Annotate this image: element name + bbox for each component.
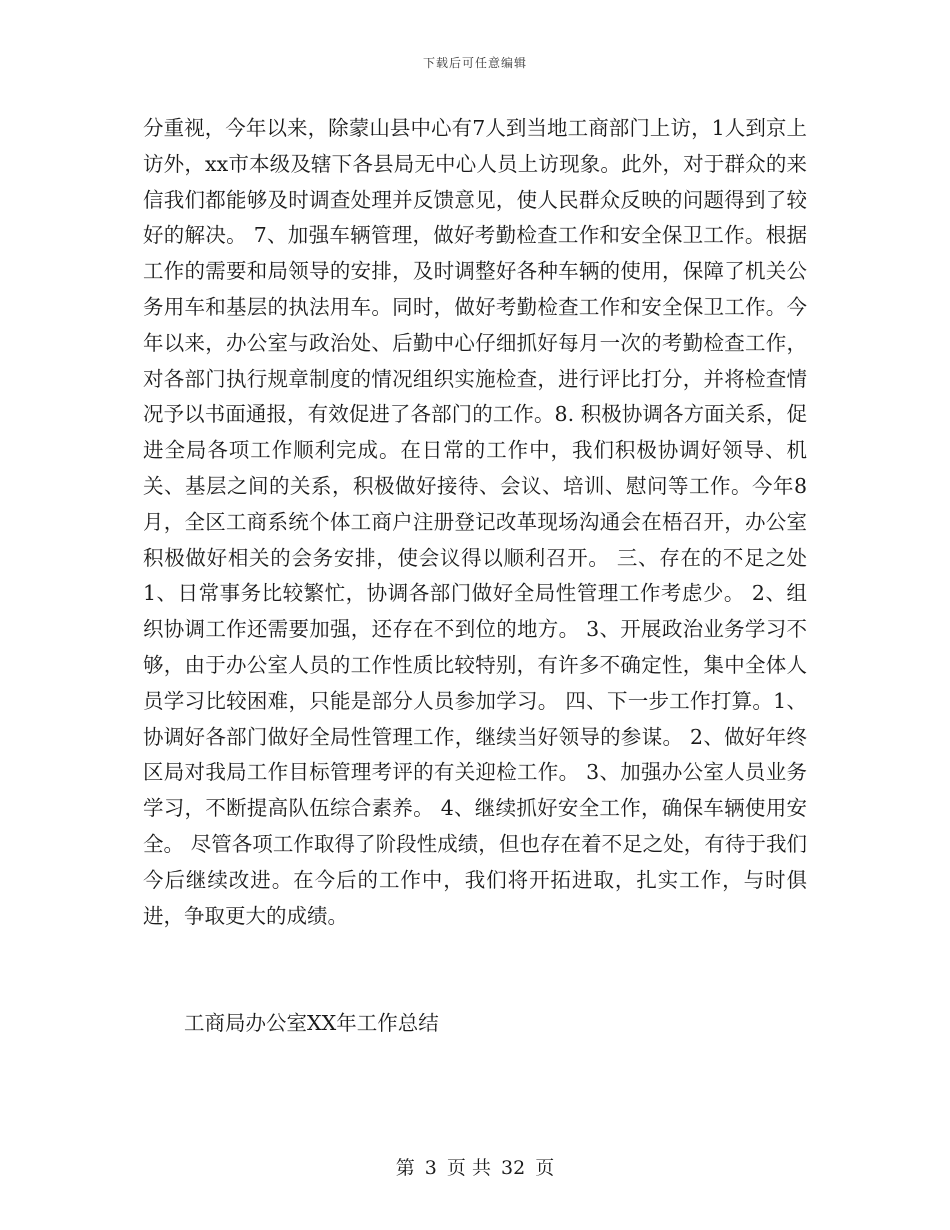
page-footer — [0, 1153, 950, 1180]
page-header: 下载后可任意编辑 — [422, 56, 527, 70]
body-paragraph: 分重视，今年以来，除蒙山县中心有7人到当地工商部门上访，1人到京上访外，xx市本级及辖下各县局无中心人员上访现象。此外，对于群众的来信我们都能够及时调查处理并反馈意见，使人民群众反映的问题得到了较好的解决。 7、加强车辆管理，做好考勤检查工作和安全保卫工作。根据工作的需要和局领导的安排，及时调整好各种车辆的使用，保障了机关公务用车和基层的执法用车。同时，做好考勤检查工作和安全保卫工作。今年以来，办公室与政治处、后勤中心仔细抓好每月一次的考勤检查工作，对各部门执行规章制度的情况组织实施检查，进行评比打分，并将检查情况予以书面通报，有效促进了各部门的工作。8. 积极协调各方面关系，促进全局各项工作顺利完成。在日常的工作中，我们积极协调好领导、机关、基层之间的关系，积极做好接待、会议、培训、慰问等工作。今年8月，全区工商系统个体工商户注册登记改革现场沟通会在梧召开，办公室积极做好相关的会务安排，使会议得以顺利召开。 三、存在的不足之处 1、日常事务比较繁忙，协调各部门做好全局性管理工作考虑少。 2、组织协调工作还需要加强，还存在不到位的地方。 3、开展政治业务学习不够，由于办公室人员的工作性质比较特别，有许多不确定性，集中全体人员学习比较困难，只能是部分人员参加学习。 四、下一步工作打算。1、协调好各部门做好全局性管理工作，继续当好领导的参谋。 2、做好年终区局对我局工作目标管理考评的有关迎检工作。 3、加强办公室人员业务学习，不断提高队伍综合素养。 4、继续抓好安全工作，确保车辆使用安全。 尽管各项工作取得了阶段性成绩，但也存在着不足之处，有待于我们今后继续改进。在今后的工作中，我们将开拓进取，扎实工作，与时俱进，争取更大的成绩。 — [143, 116, 807, 928]
footer-suffix: 页 — [535, 1157, 555, 1179]
footer-page-number: 3 — [424, 1157, 437, 1179]
document-title-line: 工商局办公室XX年工作总结 — [184, 1011, 439, 1035]
footer-prefix: 第 — [395, 1157, 415, 1179]
footer-total-pages: 32 — [501, 1157, 526, 1179]
footer-middle: 页 共 — [446, 1157, 491, 1179]
